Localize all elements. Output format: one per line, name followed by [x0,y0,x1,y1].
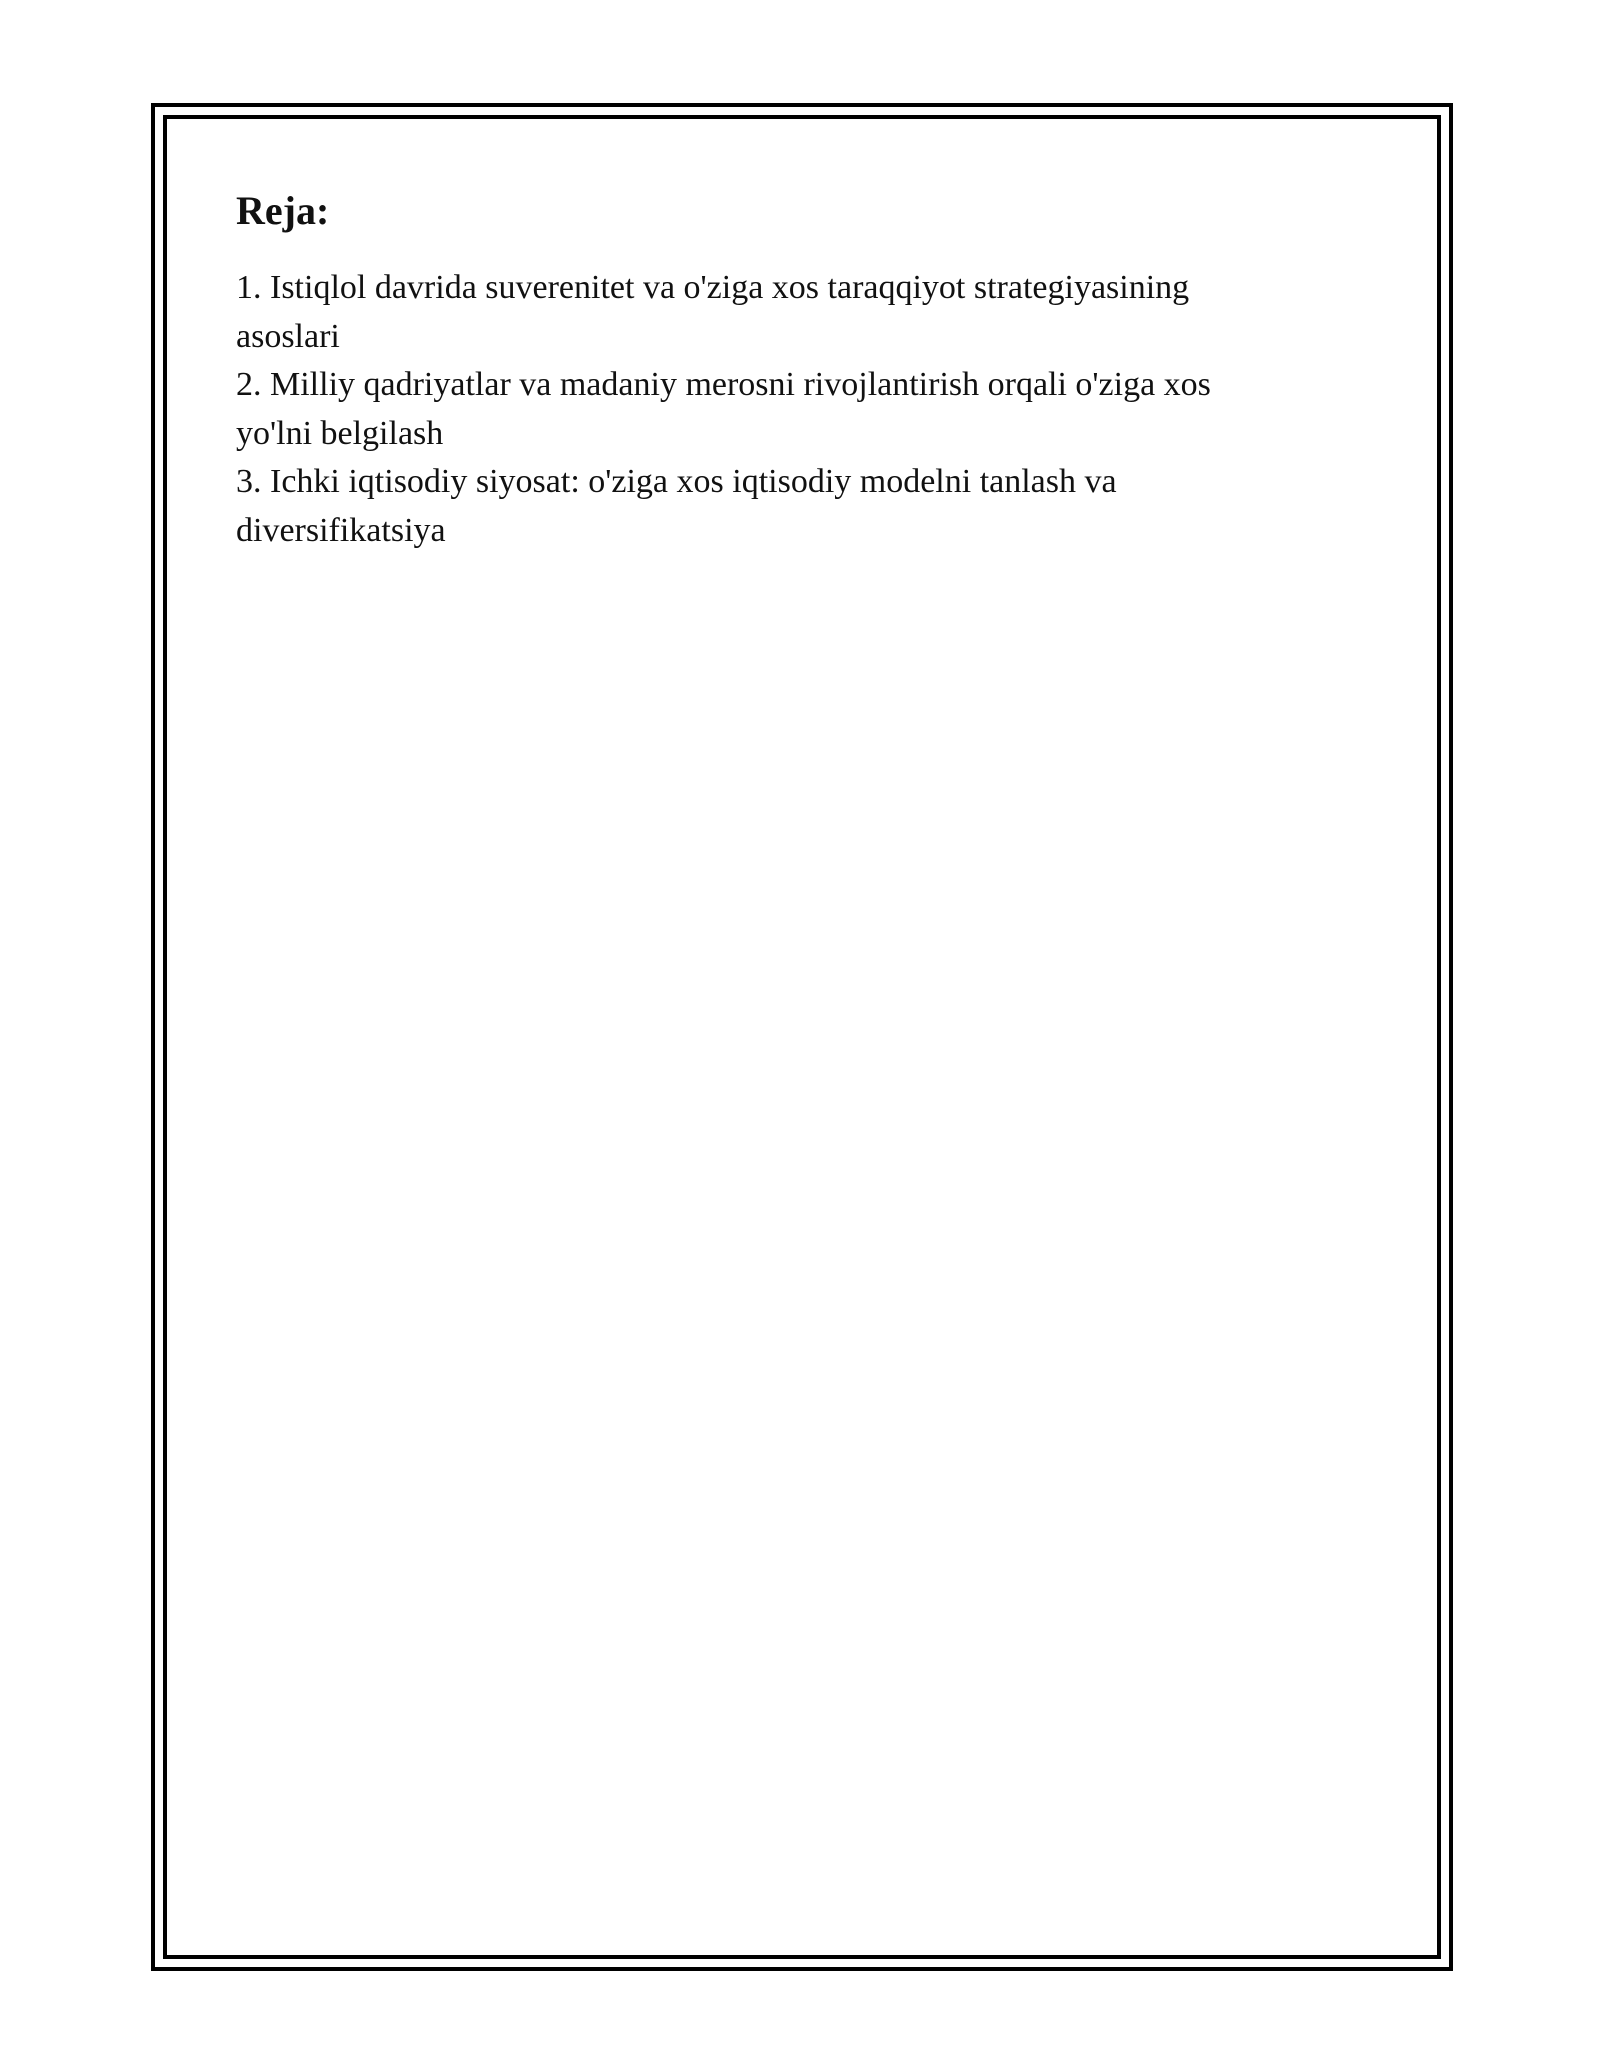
plan-item-text: yo'lni belgilash [236,414,444,452]
plan-heading: Reja: [236,188,330,233]
plan-item-text: 3. Ichki iqtisodiy siyosat: o'ziga xos iqtisodiy modelni tanlash va [236,463,1117,500]
plan-item-text: 2. Milliy qadriyatlar va madaniy merosni rivojlantirish orqali o'ziga xos [236,366,1211,403]
page-content [236,186,1336,555]
plan-item-2 [236,361,1336,458]
plan-item-text: 1. Istiqlol davrida suverenitet va o'ziga xos taraqqiyot strategiyasining [236,269,1190,306]
plan-list [236,264,1336,555]
plan-item-text: diversifikatsiya [236,511,446,549]
plan-item-text: asoslari [236,317,340,355]
plan-item-1 [236,264,1336,361]
plan-item-3 [236,458,1336,555]
